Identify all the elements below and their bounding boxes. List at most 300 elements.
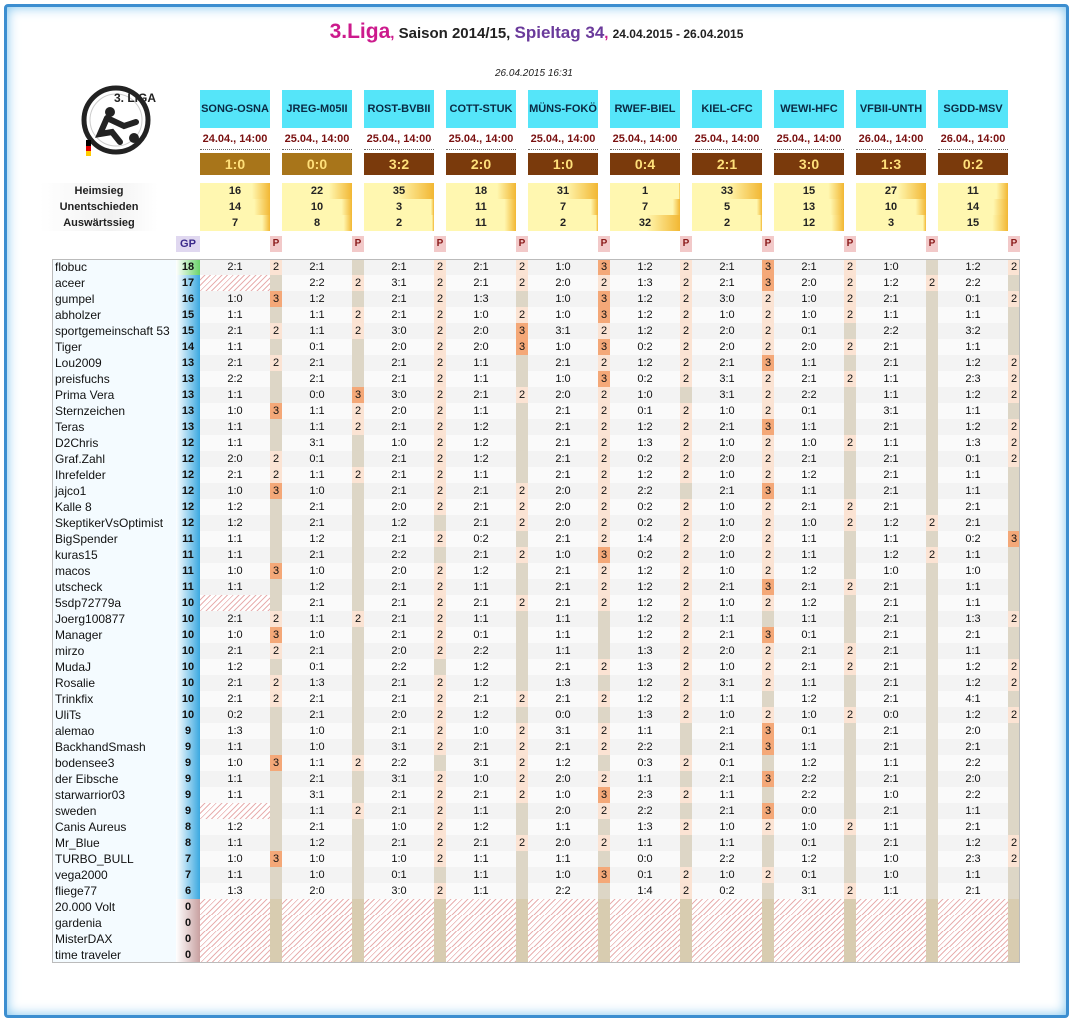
points-cell: 2 [844, 883, 856, 899]
points-cell [516, 707, 528, 723]
points-cell [352, 819, 364, 835]
player-name[interactable]: Sternzeichen [52, 403, 179, 419]
player-gp: 10 [176, 691, 200, 707]
points-cell [1008, 819, 1020, 835]
tip-empty [692, 915, 762, 931]
tip-cell: 1:2 [610, 579, 680, 595]
player-name[interactable]: MisterDAX [52, 931, 179, 947]
points-cell [598, 627, 610, 643]
points-cell [1008, 403, 1020, 419]
match-team-header[interactable]: COTT-STUK [446, 90, 516, 128]
points-cell [1008, 323, 1020, 339]
title-liga: 3.Liga [329, 20, 391, 43]
tip-cell: 1:1 [938, 467, 1008, 483]
player-name[interactable]: jajco1 [52, 483, 179, 499]
player-name[interactable]: sweden [52, 803, 179, 819]
points-cell [270, 659, 282, 675]
player-gp: 12 [176, 515, 200, 531]
player-name[interactable]: gardenia [52, 915, 179, 931]
tip-cell: 1:1 [528, 643, 598, 659]
points-cell: 2 [434, 579, 446, 595]
player-name[interactable]: mirzo [52, 643, 179, 659]
points-cell: 3 [1008, 531, 1020, 547]
tip-cell: 1:2 [200, 819, 270, 835]
points-empty [762, 947, 774, 963]
points-cell: 2 [352, 307, 364, 323]
points-cell: 2 [434, 435, 446, 451]
match-team-header[interactable]: VFBII-UNTH [856, 90, 926, 128]
points-cell: 2 [434, 451, 446, 467]
tip-cell: 2:1 [282, 819, 352, 835]
points-cell: 2 [680, 627, 692, 643]
points-cell: 2 [844, 643, 856, 659]
points-cell [844, 531, 856, 547]
points-empty [598, 899, 610, 915]
points-cell: 2 [434, 803, 446, 819]
tip-cell: 1:1 [856, 371, 926, 387]
points-cell: 2 [434, 419, 446, 435]
match-team-header[interactable]: ROST-BVBII [364, 90, 434, 128]
tip-cell: 1:0 [200, 291, 270, 307]
tip-cell: 1:1 [446, 851, 516, 867]
tip-cell: 3:1 [528, 723, 598, 739]
match-team-header[interactable]: WEWI-HFC [774, 90, 844, 128]
points-cell [844, 467, 856, 483]
points-cell: 2 [1008, 419, 1020, 435]
player-name[interactable]: TURBO_BULL [52, 851, 179, 867]
match-stat-h: 27 [856, 183, 926, 199]
match-team-header[interactable]: SONG-OSNA [200, 90, 270, 128]
tip-cell: 1:1 [200, 531, 270, 547]
player-name[interactable]: Lou2009 [52, 355, 179, 371]
points-cell [516, 675, 528, 691]
tip-cell: 1:1 [938, 867, 1008, 883]
tip-cell: 1:1 [282, 755, 352, 771]
tip-cell: 1:1 [282, 611, 352, 627]
tip-cell: 2:1 [446, 739, 516, 755]
points-cell [270, 387, 282, 403]
points-cell: 3 [762, 579, 774, 595]
tip-cell: 0:2 [446, 531, 516, 547]
points-cell [926, 291, 938, 307]
tip-cell: 2:1 [364, 531, 434, 547]
tip-cell: 0:1 [938, 291, 1008, 307]
points-cell: 2 [516, 515, 528, 531]
points-cell [270, 595, 282, 611]
tip-cell: 1:0 [774, 307, 844, 323]
points-cell [434, 755, 446, 771]
tip-cell: 2:1 [200, 467, 270, 483]
tip-empty [200, 899, 270, 915]
points-cell [270, 371, 282, 387]
points-cell: 2 [516, 739, 528, 755]
points-cell: 2 [270, 451, 282, 467]
tip-cell: 2:1 [200, 259, 270, 275]
points-cell: 2 [1008, 451, 1020, 467]
tip-cell: 2:1 [528, 563, 598, 579]
points-cell: 2 [598, 579, 610, 595]
tip-cell: 1:1 [856, 307, 926, 323]
tip-cell: 2:1 [692, 419, 762, 435]
points-cell: 2 [680, 675, 692, 691]
points-cell [844, 867, 856, 883]
match-stat-a: 32 [610, 215, 680, 231]
points-cell [680, 387, 692, 403]
points-cell [516, 803, 528, 819]
tip-cell: 2:1 [200, 611, 270, 627]
tip-empty [692, 899, 762, 915]
tip-cell: 2:1 [364, 467, 434, 483]
tip-empty [774, 931, 844, 947]
player-name[interactable]: flobuc [52, 259, 179, 275]
points-cell: 2 [762, 403, 774, 419]
player-name[interactable]: Prima Vera [52, 387, 179, 403]
tip-cell: 1:1 [692, 611, 762, 627]
points-cell [352, 483, 364, 499]
tip-empty [364, 931, 434, 947]
points-cell: 3 [516, 323, 528, 339]
points-empty [680, 931, 692, 947]
points-cell: 2 [680, 339, 692, 355]
tip-cell: 2:1 [200, 691, 270, 707]
points-cell: 2 [516, 307, 528, 323]
player-name[interactable]: bodensee3 [52, 755, 179, 771]
points-cell [516, 451, 528, 467]
tip-cell: 2:1 [856, 771, 926, 787]
points-cell [844, 611, 856, 627]
tip-cell: 0:2 [610, 371, 680, 387]
tip-cell: 2:1 [774, 451, 844, 467]
tip-cell: 2:1 [446, 515, 516, 531]
tip-cell: 2:0 [364, 643, 434, 659]
player-name[interactable]: aceer [52, 275, 179, 291]
points-cell [926, 339, 938, 355]
tip-cell: 1:1 [200, 579, 270, 595]
points-cell [680, 835, 692, 851]
player-name[interactable]: fliege77 [52, 883, 179, 899]
tip-cell: 1:2 [528, 755, 598, 771]
points-cell [762, 851, 774, 867]
player-name[interactable]: time traveler [52, 947, 179, 963]
points-cell [926, 467, 938, 483]
points-cell: 3 [762, 771, 774, 787]
tip-cell: 1:1 [856, 435, 926, 451]
player-gp: 11 [176, 547, 200, 563]
tip-empty [446, 947, 516, 963]
tip-cell: 1:0 [692, 307, 762, 323]
points-cell: 3 [762, 803, 774, 819]
tip-cell: 2:1 [528, 579, 598, 595]
points-cell: 2 [598, 355, 610, 371]
tip-cell: 1:1 [856, 387, 926, 403]
points-cell [1008, 339, 1020, 355]
points-empty [352, 947, 364, 963]
points-cell: 2 [598, 803, 610, 819]
tip-cell: 2:1 [856, 579, 926, 595]
player-name[interactable]: Manager [52, 627, 179, 643]
tip-cell: 1:1 [446, 355, 516, 371]
tip-cell: 1:2 [610, 595, 680, 611]
points-cell: 2 [434, 723, 446, 739]
points-cell: 2 [598, 435, 610, 451]
player-name[interactable]: der Eibsche [52, 771, 179, 787]
tip-cell: 3:0 [364, 387, 434, 403]
points-cell [762, 787, 774, 803]
points-cell [926, 451, 938, 467]
tip-empty [282, 899, 352, 915]
tip-cell: 3:1 [364, 275, 434, 291]
tip-cell: 2:1 [692, 579, 762, 595]
points-empty [1008, 947, 1020, 963]
tip-cell: 1:0 [692, 819, 762, 835]
tip-empty [856, 899, 926, 915]
points-cell: 2 [762, 451, 774, 467]
player-gp: 0 [176, 915, 200, 931]
tip-cell: 1:0 [200, 483, 270, 499]
points-cell: 2 [762, 291, 774, 307]
points-cell: 2 [680, 659, 692, 675]
points-cell: 2 [1008, 435, 1020, 451]
tip-cell: 2:0 [938, 723, 1008, 739]
match-stat-u: 13 [774, 199, 844, 215]
player-name[interactable]: kuras15 [52, 547, 179, 563]
points-cell [926, 419, 938, 435]
tip-cell: 0:2 [200, 707, 270, 723]
tip-cell: 2:1 [200, 355, 270, 371]
tip-cell: 0:2 [610, 515, 680, 531]
tip-cell: 1:2 [774, 755, 844, 771]
points-empty [352, 931, 364, 947]
match-stat-h: 11 [938, 183, 1008, 199]
player-name[interactable]: Canis Aureus [52, 819, 179, 835]
points-cell: 2 [270, 611, 282, 627]
player-gp: 9 [176, 723, 200, 739]
player-name[interactable]: 5sdp72779a [52, 595, 179, 611]
player-name[interactable]: Teras [52, 419, 179, 435]
tip-cell: 1:2 [774, 595, 844, 611]
points-empty [926, 899, 938, 915]
player-name[interactable]: Ihrefelder [52, 467, 179, 483]
points-empty [680, 899, 692, 915]
player-name[interactable]: Kalle 8 [52, 499, 179, 515]
player-name[interactable]: gumpel [52, 291, 179, 307]
points-cell [844, 483, 856, 499]
player-gp: 16 [176, 291, 200, 307]
match-stat-u: 14 [938, 199, 1008, 215]
player-gp: 9 [176, 771, 200, 787]
tip-cell: 2:1 [856, 451, 926, 467]
tip-cell: 0:1 [774, 867, 844, 883]
tip-cell: 2:0 [938, 771, 1008, 787]
match-team-header[interactable]: SGDD-MSV [938, 90, 1008, 128]
points-cell [270, 547, 282, 563]
tip-cell: 2:1 [528, 531, 598, 547]
player-name[interactable]: preisfuchs [52, 371, 179, 387]
match-team-header[interactable]: JREG-M05II [282, 90, 352, 128]
tip-cell: 1:3 [528, 675, 598, 691]
tip-cell: 1:1 [938, 403, 1008, 419]
player-gp: 0 [176, 931, 200, 947]
player-gp: 12 [176, 499, 200, 515]
tip-cell: 2:1 [692, 803, 762, 819]
player-name[interactable]: MudaJ [52, 659, 179, 675]
points-cell: 2 [516, 595, 528, 611]
tip-cell: 1:1 [282, 419, 352, 435]
points-cell [844, 675, 856, 691]
points-cell [516, 531, 528, 547]
player-name[interactable]: SkeptikerVsOptimist [52, 515, 179, 531]
tip-cell: 1:2 [364, 515, 434, 531]
player-name[interactable]: abholzer [52, 307, 179, 323]
points-cell [352, 835, 364, 851]
tip-cell: 2:1 [282, 771, 352, 787]
match-stat-a: 12 [774, 215, 844, 231]
points-cell: 2 [434, 787, 446, 803]
points-cell: 2 [680, 291, 692, 307]
tip-cell: 2:1 [938, 515, 1008, 531]
points-cell: 2 [844, 579, 856, 595]
tip-cell: 1:2 [610, 355, 680, 371]
match-result: 0:2 [938, 153, 1008, 175]
points-cell: 2 [270, 675, 282, 691]
points-cell [270, 723, 282, 739]
match-team-header[interactable]: RWEF-BIEL [610, 90, 680, 128]
tip-cell: 2:1 [774, 371, 844, 387]
tip-cell: 2:2 [446, 643, 516, 659]
title-comma: , [390, 25, 395, 42]
points-cell [352, 867, 364, 883]
points-cell: 3 [762, 419, 774, 435]
player-gp: 9 [176, 787, 200, 803]
player-gp: 9 [176, 755, 200, 771]
points-empty [352, 915, 364, 931]
tip-cell: 2:2 [774, 771, 844, 787]
points-cell [926, 579, 938, 595]
tip-missing [200, 595, 270, 611]
tip-cell: 2:0 [282, 883, 352, 899]
title-comma2: , [604, 25, 609, 42]
tip-cell: 1:2 [610, 563, 680, 579]
tip-cell: 1:1 [528, 819, 598, 835]
tip-cell: 2:1 [856, 739, 926, 755]
player-name[interactable]: BigSpender [52, 531, 179, 547]
points-cell: 2 [434, 691, 446, 707]
points-cell [926, 707, 938, 723]
tip-cell: 2:1 [282, 707, 352, 723]
points-cell: 3 [762, 627, 774, 643]
player-name[interactable]: BackhandSmash [52, 739, 179, 755]
points-cell [1008, 627, 1020, 643]
match-date: 25.04., 14:00 [774, 129, 844, 150]
tip-cell: 2:1 [364, 691, 434, 707]
tip-cell: 1:1 [200, 771, 270, 787]
points-cell [352, 723, 364, 739]
player-name[interactable]: Joerg100877 [52, 611, 179, 627]
tip-cell: 1:2 [446, 675, 516, 691]
points-cell [1008, 723, 1020, 739]
match-result: 3:2 [364, 153, 434, 175]
player-name[interactable]: Rosalie [52, 675, 179, 691]
match-team-header[interactable]: KIEL-CFC [692, 90, 762, 128]
points-cell: 2 [680, 707, 692, 723]
tip-cell: 2:0 [528, 275, 598, 291]
points-cell [1008, 547, 1020, 563]
player-name[interactable]: D2Chris [52, 435, 179, 451]
p-column-header: P [762, 236, 774, 252]
player-gp: 10 [176, 595, 200, 611]
points-cell: 2 [680, 691, 692, 707]
points-cell [1008, 803, 1020, 819]
tip-cell: 2:1 [856, 483, 926, 499]
points-cell: 2 [434, 307, 446, 323]
tip-empty [364, 947, 434, 963]
points-cell [516, 627, 528, 643]
player-name[interactable]: utscheck [52, 579, 179, 595]
tip-cell: 1:2 [610, 259, 680, 275]
points-empty [516, 915, 528, 931]
player-gp: 10 [176, 707, 200, 723]
player-name[interactable]: starwarrior03 [52, 787, 179, 803]
points-cell [270, 531, 282, 547]
player-name[interactable]: Tiger [52, 339, 179, 355]
tip-cell: 2:0 [364, 707, 434, 723]
player-name[interactable]: UliTs [52, 707, 179, 723]
points-cell: 2 [762, 675, 774, 691]
player-name[interactable]: alemao [52, 723, 179, 739]
tip-cell: 1:2 [856, 515, 926, 531]
match-team-header[interactable]: MÜNS-FOKÖ [528, 90, 598, 128]
points-cell: 2 [680, 355, 692, 371]
tip-cell: 1:1 [692, 835, 762, 851]
points-cell [270, 339, 282, 355]
points-cell [434, 515, 446, 531]
p-column-header: P [598, 236, 610, 252]
player-name[interactable]: sportgemeinschaft 53 [52, 323, 179, 339]
points-cell: 2 [434, 291, 446, 307]
player-name[interactable]: vega2000 [52, 867, 179, 883]
tip-cell: 2:2 [938, 787, 1008, 803]
tip-cell: 2:0 [446, 339, 516, 355]
tip-empty [938, 915, 1008, 931]
tip-cell: 1:3 [446, 291, 516, 307]
points-cell [270, 275, 282, 291]
tip-cell: 2:1 [856, 803, 926, 819]
tip-cell: 2:2 [856, 323, 926, 339]
tip-empty [528, 915, 598, 931]
points-cell [1008, 771, 1020, 787]
points-cell [516, 643, 528, 659]
player-name[interactable]: Mr_Blue [52, 835, 179, 851]
player-name[interactable]: Graf.Zahl [52, 451, 179, 467]
tip-cell: 2:2 [528, 883, 598, 899]
points-cell: 2 [762, 643, 774, 659]
player-gp: 8 [176, 819, 200, 835]
tip-cell: 0:2 [610, 547, 680, 563]
tip-cell: 2:1 [938, 499, 1008, 515]
player-name[interactable]: macos [52, 563, 179, 579]
tip-cell: 2:2 [200, 371, 270, 387]
player-name[interactable]: 20.000 Volt [52, 899, 179, 915]
player-name[interactable]: Trinkfix [52, 691, 179, 707]
points-cell [270, 739, 282, 755]
tip-empty [200, 915, 270, 931]
tip-cell: 2:0 [692, 531, 762, 547]
tip-cell: 1:1 [528, 611, 598, 627]
tip-cell: 3:1 [282, 435, 352, 451]
points-cell [926, 627, 938, 643]
tip-empty [856, 931, 926, 947]
tip-cell: 1:1 [446, 579, 516, 595]
